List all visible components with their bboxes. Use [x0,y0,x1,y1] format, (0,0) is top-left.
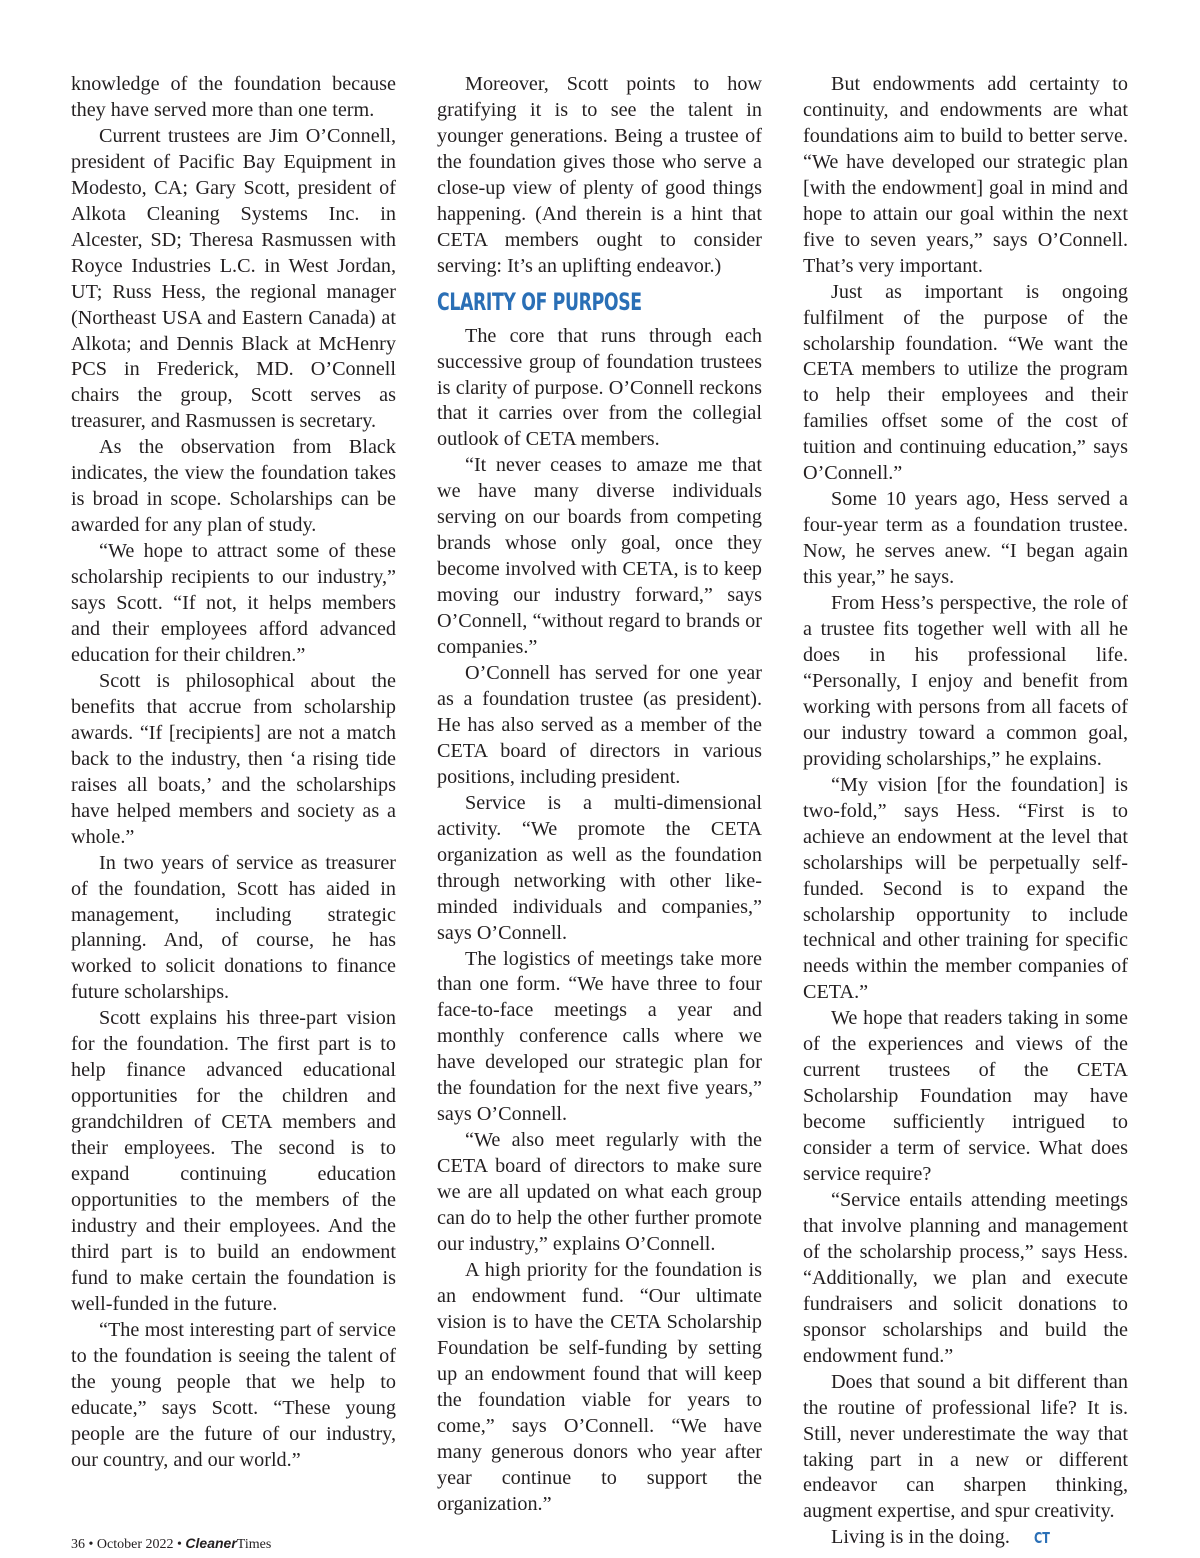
paragraph: Scott explains his three-part vision for the foundation. The first part is to help finance advanced educational opportunities for the children and grandchildren of CETA members and their employees. The second is to expand continuing education opportunities to the members of the industry and their employees. And the third part is to build an endowment fund to make certain the foundation is well-funded in the future. [71,1007,396,1315]
paragraph: “Service entails attending meetings that involve planning and management of the scholarship process,” says Hess. “Additionally, we plan and execute fundraisers and solicit donations to sponsor scholarships and build the endowment fund.” [803,1188,1128,1367]
closing-sentence: Living is in the doing. [831,1526,1010,1549]
footer-separator: • [88,1537,94,1552]
magazine-name-times: Times [236,1537,272,1552]
issue-date: October 2022 [96,1537,174,1552]
closing-paragraph [803,1525,1128,1552]
section-heading: CLARITY OF PURPOSE [437,287,642,316]
page-footer [71,1534,271,1554]
footer-separator: • [177,1537,182,1552]
paragraph: “We hope to attract some of these scholarship recipients to our industry,” says Scott. “If not, it helps members and their employees afford advanced education for their children.” [71,540,396,666]
article-column-2 [437,72,762,1517]
paragraph: “It never ceases to amaze me that we have many diverse individuals serving on our boards from competing brands whose only goal, once they become involved with CETA, is to keep moving our industry forward,” says O’Connell, “without regard to brands or companies.” [437,454,762,659]
paragraph: “We also meet regularly with the CETA board of directors to make sure we are all updated on what each group can do to help the other further promote our industry,” explains O’Connell. [437,1129,762,1255]
paragraph: Does that sound a bit different than the routine of professional life? It is. Still, never underestimate the way that taking part in a new or different endeavor can sharpen thinking, augment expertise, and spur creativity. [803,1370,1128,1523]
paragraph: In two years of service as treasurer of the foundation, Scott has aided in management, including strategic planning. And, of course, he has worked to solicit donations to finance future scholarships. [71,851,396,1004]
paragraph: As the observation from Black indicates, the view the foundation takes is broad in scope. Scholarships can be awarded for any plan of study. [71,436,396,537]
paragraph: From Hess’s perspective, the role of a trustee fits together well with all he does in his professional life. “Personally, I enjoy and benefit from working with persons from all facets of our industry toward a common goal, providing scholarships,” he explains. [803,592,1128,770]
article-column-1 [71,72,396,1473]
article-column-3 [803,72,1128,1552]
paragraph: Current trustees are Jim O’Connell, president of Pacific Bay Equipment in Modesto, CA; Gary Scott, president of Alkota Cleaning Systems Inc. in Alcester, SD; Theresa Rasmussen with Royce Industries L.C. in West Jordan, UT; Russ Hess, the regional manager (Northeast USA and Eastern Canada) at Alkota; and Dennis Black at McHenry PCS in Frederick, MD. O’Connell chairs the group, Scott serves as treasurer, and Rasmussen is secretary. [71,124,396,433]
magazine-name-cleaner: Cleaner [185,1535,237,1551]
paragraph: Service is a multi-dimensional activity. “We promote the CETA organization as well as the foundation through networking with other like-minded individuals and companies,” says O’Connell. [437,791,762,944]
paragraph: O’Connell has served for one year as a foundation trustee (as president). He has also served as a member of the CETA board of directors in various positions, including president. [437,662,762,788]
paragraph: knowledge of the foundation because they have served more than one term. [71,73,396,121]
paragraph: “The most interesting part of service to the foundation is seeing the talent of the young people that we help to educate,” says Scott. “These young people are the future of our industry, our country, and our world.” [71,1318,396,1471]
paragraph: “My vision [for the foundation] is two-fold,” says Hess. “First is to achieve an endowment at the level that scholarships will be perpetually self-funded. Second is to expand the scholarship opportunity to include technical and other training for specific needs within the member companies of CETA.” [803,773,1128,1004]
paragraph: Some 10 years ago, Hess served a four-year term as a foundation trustee. Now, he serves anew. “I began again this year,” he says. [803,488,1128,589]
paragraph: The core that runs through each successive group of foundation trustees is clarity of purpose. O’Connell reckons that it carries over from the collegial outlook of CETA members. [437,324,762,451]
paragraph: Scott is philosophical about the benefits that accrue from scholarship awards. “If [recipients] are not a match back to the industry, then ‘a rising tide raises all boats,’ and the scholarships have helped members and society as a whole.” [71,669,396,848]
paragraph: The logistics of meetings take more than one form. “We have three to four face-to-face meetings a year and monthly conference calls where we have developed our strategic plan for the foundation for the next five years,” says O’Connell. [437,947,762,1126]
paragraph: Just as important is ongoing fulfilment of the purpose of the scholarship foundation. “We want the CETA members to utilize the program to help their employees and their families offset some of the cost of tuition and continuing education,” says O’Connell.” [803,280,1128,485]
paragraph: Moreover, Scott points to how gratifying it is to see the talent in younger generations. Being a trustee of the foundation gives those who serve a close-up view of plenty of good things happening. (And therein is a hint that CETA members ought to consider serving: It’s an uplifting endeavor.) [437,73,762,277]
end-mark: CT [1033,1529,1050,1548]
page-number: 36 [71,1537,85,1552]
paragraph: A high priority for the foundation is an endowment fund. “Our ultimate vision is to have the CETA Scholarship Foundation be self-funding by setting up an endowment found that will keep the foundation viable for years to come,” says O’Connell. “We have many generous donors who year after year continue to support the organization.” [437,1258,762,1515]
paragraph: We hope that readers taking in some of the experiences and views of the current trustees of the CETA Scholarship Foundation may have become sufficiently intrigued to consider a term of service. What does service require? [803,1007,1128,1186]
paragraph: But endowments add certainty to continuity, and endowments are what foundations aim to build to better serve. “We have developed our strategic plan [with the endowment] goal in mind and hope to attain our goal within the next five to seven years,” says O’Connell. That’s very important. [803,73,1128,277]
